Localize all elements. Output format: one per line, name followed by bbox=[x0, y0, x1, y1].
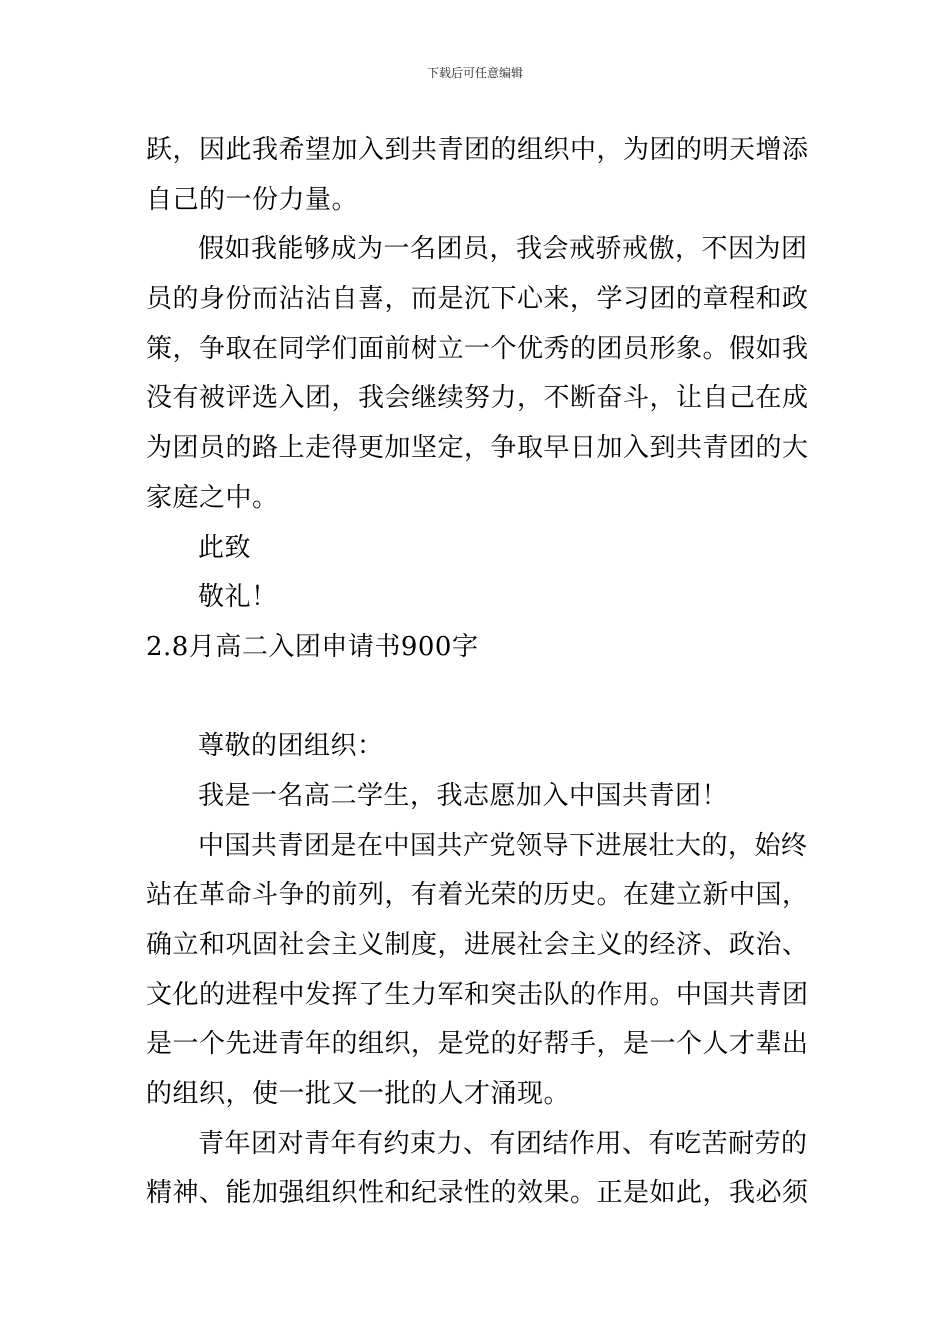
body-line: 没有被评选入团，我会继续努力，不断奋斗，让自己在成 bbox=[146, 383, 809, 414]
section-heading: 2.8月高二入团申请书900字 bbox=[146, 631, 479, 662]
body-line: 为团员的路上走得更加坚定，争取早日加入到共青团的大 bbox=[146, 433, 809, 464]
body-line: 是一个先进青年的组织，是党的好帮手，是一个人才辈出 bbox=[146, 1029, 809, 1060]
body-line: 确立和巩固社会主义制度，进展社会主义的经济、政治、 bbox=[146, 930, 809, 960]
paragraph-start-line: 中国共青团是在中国共产党领导下进展壮大的，始终 bbox=[198, 830, 808, 861]
closing-salutation: 此致 bbox=[198, 532, 252, 563]
body-line: 文化的进程中发挥了生力军和突击队的作用。中国共青团 bbox=[146, 979, 809, 1010]
body-line: 精神、能加强组织性和纪录性的效果。正是如此，我必须 bbox=[146, 1178, 809, 1209]
paragraph-start-line: 我是一名高二学生，我志愿加入中国共青团！ bbox=[198, 780, 729, 811]
paragraph-start-line: 青年团对青年有约束力、有团结作用、有吃苦耐劳的 bbox=[198, 1128, 808, 1159]
body-line: 的组织，使一批又一批的人才涌现。 bbox=[146, 1079, 571, 1110]
letter-greeting: 尊敬的团组织： bbox=[198, 731, 384, 762]
blank-line bbox=[146, 673, 810, 723]
body-line: 员的身份而沾沾自喜，而是沉下心来，学习团的章程和政 bbox=[146, 284, 809, 315]
body-line: 站在革命斗争的前列，有着光荣的历史。在建立新中国， bbox=[146, 880, 809, 911]
closing-regards: 敬礼！ bbox=[198, 582, 278, 613]
body-line: 策，争取在同学们面前树立一个优秀的团员形象。假如我 bbox=[146, 333, 809, 364]
body-line: 跃，因此我希望加入到共青团的组织中，为团的明天增添 bbox=[146, 135, 809, 165]
document-body bbox=[146, 126, 810, 1219]
paragraph-start-line: 假如我能够成为一名团员，我会戒骄戒傲，不因为团 bbox=[198, 234, 808, 265]
body-line: 自己的一份力量。 bbox=[146, 184, 359, 215]
page-header-note: 下载后可任意编辑 bbox=[426, 66, 523, 80]
body-line: 家庭之中。 bbox=[146, 482, 279, 513]
